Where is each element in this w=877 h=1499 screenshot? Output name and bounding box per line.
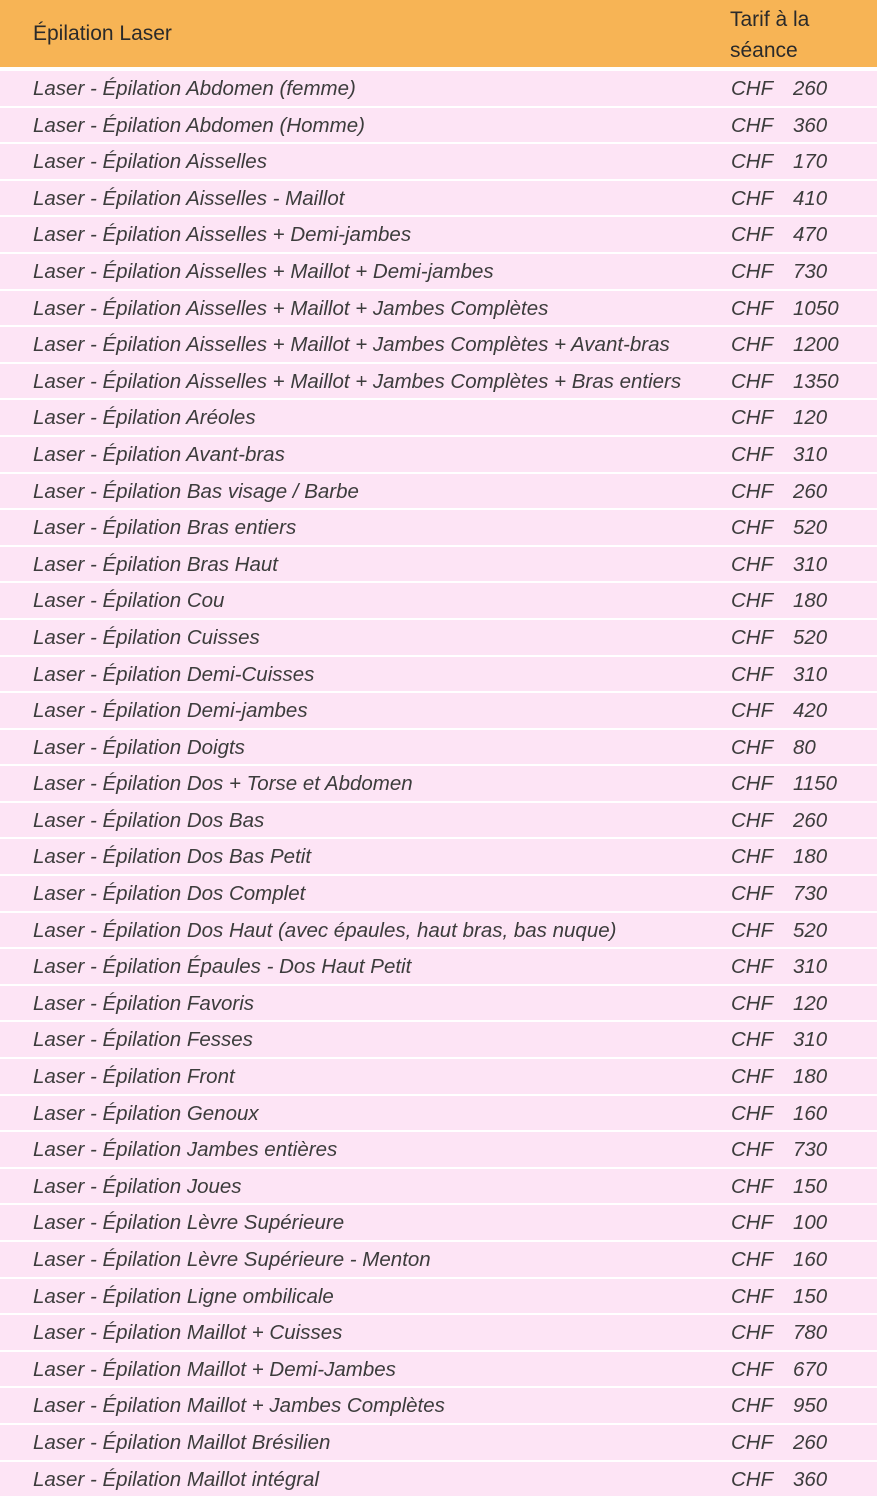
table-row (0, 327, 877, 362)
price-amount: 730 (793, 1138, 828, 1162)
price-currency: CHF (731, 882, 774, 906)
service-name: Laser - Épilation Jambes entières (33, 1138, 338, 1162)
price-currency: CHF (731, 479, 774, 503)
price-amount: 120 (793, 991, 828, 1015)
price-amount: 260 (793, 77, 828, 100)
header-price-line2: séance (730, 39, 798, 62)
table-row (0, 1388, 877, 1423)
price-amount: 420 (793, 699, 828, 723)
service-name: Laser - Épilation Aisselles + Maillot + Demi-jambes (33, 259, 494, 283)
table-row (0, 766, 877, 801)
service-name: Laser - Épilation Aisselles + Demi-jambes (33, 223, 412, 247)
service-name: Laser - Épilation Lèvre Supérieure - Menton (33, 1248, 431, 1271)
table-row (0, 400, 877, 435)
price-currency: CHF (731, 150, 774, 174)
header-price (730, 4, 870, 66)
price-amount: 670 (793, 1357, 828, 1381)
service-name: Laser - Épilation Maillot Brésilien (33, 1430, 331, 1454)
table-row (0, 1242, 877, 1277)
service-name: Laser - Épilation Dos Bas Petit (33, 845, 312, 869)
table-row (0, 657, 877, 692)
price-currency: CHF (731, 625, 774, 649)
price-currency: CHF (731, 662, 774, 686)
service-name: Laser - Épilation Épaules - Dos Haut Petit (33, 955, 412, 979)
price-amount: 520 (793, 516, 828, 540)
price-amount: 180 (793, 589, 828, 613)
price-amount: 180 (793, 845, 828, 869)
price-currency: CHF (731, 369, 774, 393)
price-currency: CHF (731, 1248, 774, 1271)
table-row (0, 108, 877, 143)
price-currency: CHF (731, 113, 774, 137)
price-amount: 520 (793, 625, 828, 649)
service-name: Laser - Épilation Dos Complet (33, 882, 306, 906)
service-name: Laser - Épilation Cuisses (33, 625, 260, 649)
price-currency: CHF (731, 516, 774, 540)
price-amount: 150 (793, 1284, 828, 1308)
price-currency: CHF (731, 186, 774, 210)
header-service: Épilation Laser (33, 22, 172, 45)
table-row (0, 986, 877, 1021)
price-currency: CHF (731, 406, 774, 430)
service-name: Laser - Épilation Front (33, 1065, 235, 1089)
price-amount: 1350 (793, 369, 839, 393)
table-row (0, 583, 877, 618)
price-currency: CHF (731, 1138, 774, 1162)
service-name: Laser - Épilation Dos Bas (33, 808, 265, 832)
price-amount: 310 (793, 662, 828, 686)
service-name: Laser - Épilation Abdomen (Homme) (33, 113, 365, 137)
price-amount: 780 (793, 1321, 828, 1345)
price-currency: CHF (731, 1028, 774, 1052)
service-name: Laser - Épilation Fesses (33, 1028, 253, 1052)
price-currency: CHF (731, 772, 774, 796)
table-row (0, 510, 877, 545)
price-currency: CHF (731, 333, 774, 357)
price-amount: 730 (793, 259, 828, 283)
table-row (0, 217, 877, 252)
price-currency: CHF (731, 845, 774, 869)
table-row (0, 949, 877, 984)
price-currency: CHF (731, 1357, 774, 1381)
price-amount: 100 (793, 1211, 828, 1235)
service-name: Laser - Épilation Aréoles (33, 406, 256, 430)
price-currency: CHF (731, 589, 774, 613)
price-amount: 310 (793, 442, 828, 466)
table-row (0, 1315, 877, 1350)
table-row (0, 1169, 877, 1204)
table-row (0, 1022, 877, 1057)
table-row (0, 1462, 877, 1497)
price-amount: 260 (793, 808, 828, 832)
service-name: Laser - Épilation Cou (33, 589, 225, 613)
price-amount: 80 (793, 735, 816, 759)
service-name: Laser - Épilation Favoris (33, 991, 255, 1015)
price-amount: 180 (793, 1065, 828, 1089)
table-row (0, 364, 877, 399)
service-name: Laser - Épilation Maillot intégral (33, 1467, 319, 1491)
table-row (0, 1205, 877, 1240)
table-row (0, 913, 877, 948)
service-name: Laser - Épilation Genoux (33, 1101, 259, 1125)
service-name: Laser - Épilation Dos + Torse et Abdomen (33, 772, 413, 796)
service-name: Laser - Épilation Aisselles + Maillot + Jambes Complètes + Avant-bras (33, 333, 670, 357)
table-row (0, 803, 877, 838)
price-currency: CHF (731, 442, 774, 466)
price-currency: CHF (731, 1174, 774, 1198)
price-amount: 360 (793, 1467, 828, 1491)
price-amount: 520 (793, 918, 828, 942)
price-currency: CHF (731, 1394, 774, 1418)
price-currency: CHF (731, 1430, 774, 1454)
price-currency: CHF (731, 552, 774, 576)
price-currency: CHF (731, 1467, 774, 1491)
service-name: Laser - Épilation Maillot + Cuisses (33, 1321, 343, 1345)
service-name: Laser - Épilation Maillot + Demi-Jambes (33, 1357, 396, 1381)
price-amount: 260 (793, 1430, 828, 1454)
table-row (0, 1425, 877, 1460)
table-row (0, 1059, 877, 1094)
price-amount: 260 (793, 479, 828, 503)
price-amount: 470 (793, 223, 828, 247)
table-header (0, 0, 877, 67)
table-row (0, 876, 877, 911)
price-amount: 730 (793, 882, 828, 906)
table-row (0, 254, 877, 289)
price-currency: CHF (731, 735, 774, 759)
table-row (0, 693, 877, 728)
table-body (0, 71, 877, 1498)
service-name: Laser - Épilation Abdomen (femme) (33, 77, 356, 100)
price-amount: 1150 (793, 772, 838, 796)
price-currency: CHF (731, 1284, 774, 1308)
service-name: Laser - Épilation Bras entiers (33, 516, 297, 540)
table-row (0, 547, 877, 582)
price-amount: 160 (793, 1101, 828, 1125)
price-amount: 310 (793, 955, 828, 979)
table-row (0, 839, 877, 874)
price-currency: CHF (731, 296, 774, 320)
price-currency: CHF (731, 918, 774, 942)
price-currency: CHF (731, 259, 774, 283)
service-name: Laser - Épilation Avant-bras (33, 442, 285, 466)
price-amount: 1200 (793, 333, 839, 357)
table-row (0, 291, 877, 326)
price-amount: 170 (793, 150, 828, 174)
service-name: Laser - Épilation Dos Haut (avec épaules, haut bras, bas nuque) (33, 918, 617, 942)
table-row (0, 1352, 877, 1387)
price-currency: CHF (731, 991, 774, 1015)
price-currency: CHF (731, 1321, 774, 1345)
service-name: Laser - Épilation Lèvre Supérieure (33, 1211, 345, 1235)
service-name: Laser - Épilation Aisselles + Maillot + Jambes Complètes (33, 296, 549, 320)
price-currency: CHF (731, 77, 774, 100)
price-amount: 950 (793, 1394, 828, 1418)
table-row (0, 1096, 877, 1131)
price-currency: CHF (731, 699, 774, 723)
table-row (0, 437, 877, 472)
price-currency: CHF (731, 808, 774, 832)
table-row (0, 71, 877, 106)
price-amount: 150 (793, 1174, 828, 1198)
price-amount: 160 (793, 1248, 828, 1271)
table-row (0, 620, 877, 655)
service-name: Laser - Épilation Doigts (33, 735, 245, 759)
price-currency: CHF (731, 223, 774, 247)
table-row (0, 1279, 877, 1314)
table-row (0, 730, 877, 765)
header-price-line1: Tarif à la (730, 8, 810, 31)
price-currency: CHF (731, 1101, 774, 1125)
price-amount: 310 (793, 1028, 828, 1052)
service-name: Laser - Épilation Bas visage / Barbe (33, 479, 359, 503)
service-name: Laser - Épilation Aisselles (33, 150, 267, 174)
service-name: Laser - Épilation Maillot + Jambes Complètes (33, 1394, 445, 1418)
table-row (0, 474, 877, 509)
service-name: Laser - Épilation Ligne ombilicale (33, 1284, 334, 1308)
service-name: Laser - Épilation Bras Haut (33, 552, 278, 576)
price-amount: 120 (793, 406, 828, 430)
price-amount: 310 (793, 552, 828, 576)
price-amount: 360 (793, 113, 828, 137)
service-name: Laser - Épilation Aisselles + Maillot + Jambes Complètes + Bras entiers (33, 369, 682, 393)
price-currency: CHF (731, 1211, 774, 1235)
service-name: Laser - Épilation Aisselles - Maillot (33, 186, 345, 210)
service-name: Laser - Épilation Demi-jambes (33, 699, 308, 723)
service-name: Laser - Épilation Demi-Cuisses (33, 662, 315, 686)
table-row (0, 181, 877, 216)
price-currency: CHF (731, 1065, 774, 1089)
price-amount: 410 (793, 186, 828, 210)
price-currency: CHF (731, 955, 774, 979)
table-row (0, 144, 877, 179)
service-name: Laser - Épilation Joues (33, 1174, 242, 1198)
table-row (0, 1132, 877, 1167)
price-amount: 1050 (793, 296, 839, 320)
